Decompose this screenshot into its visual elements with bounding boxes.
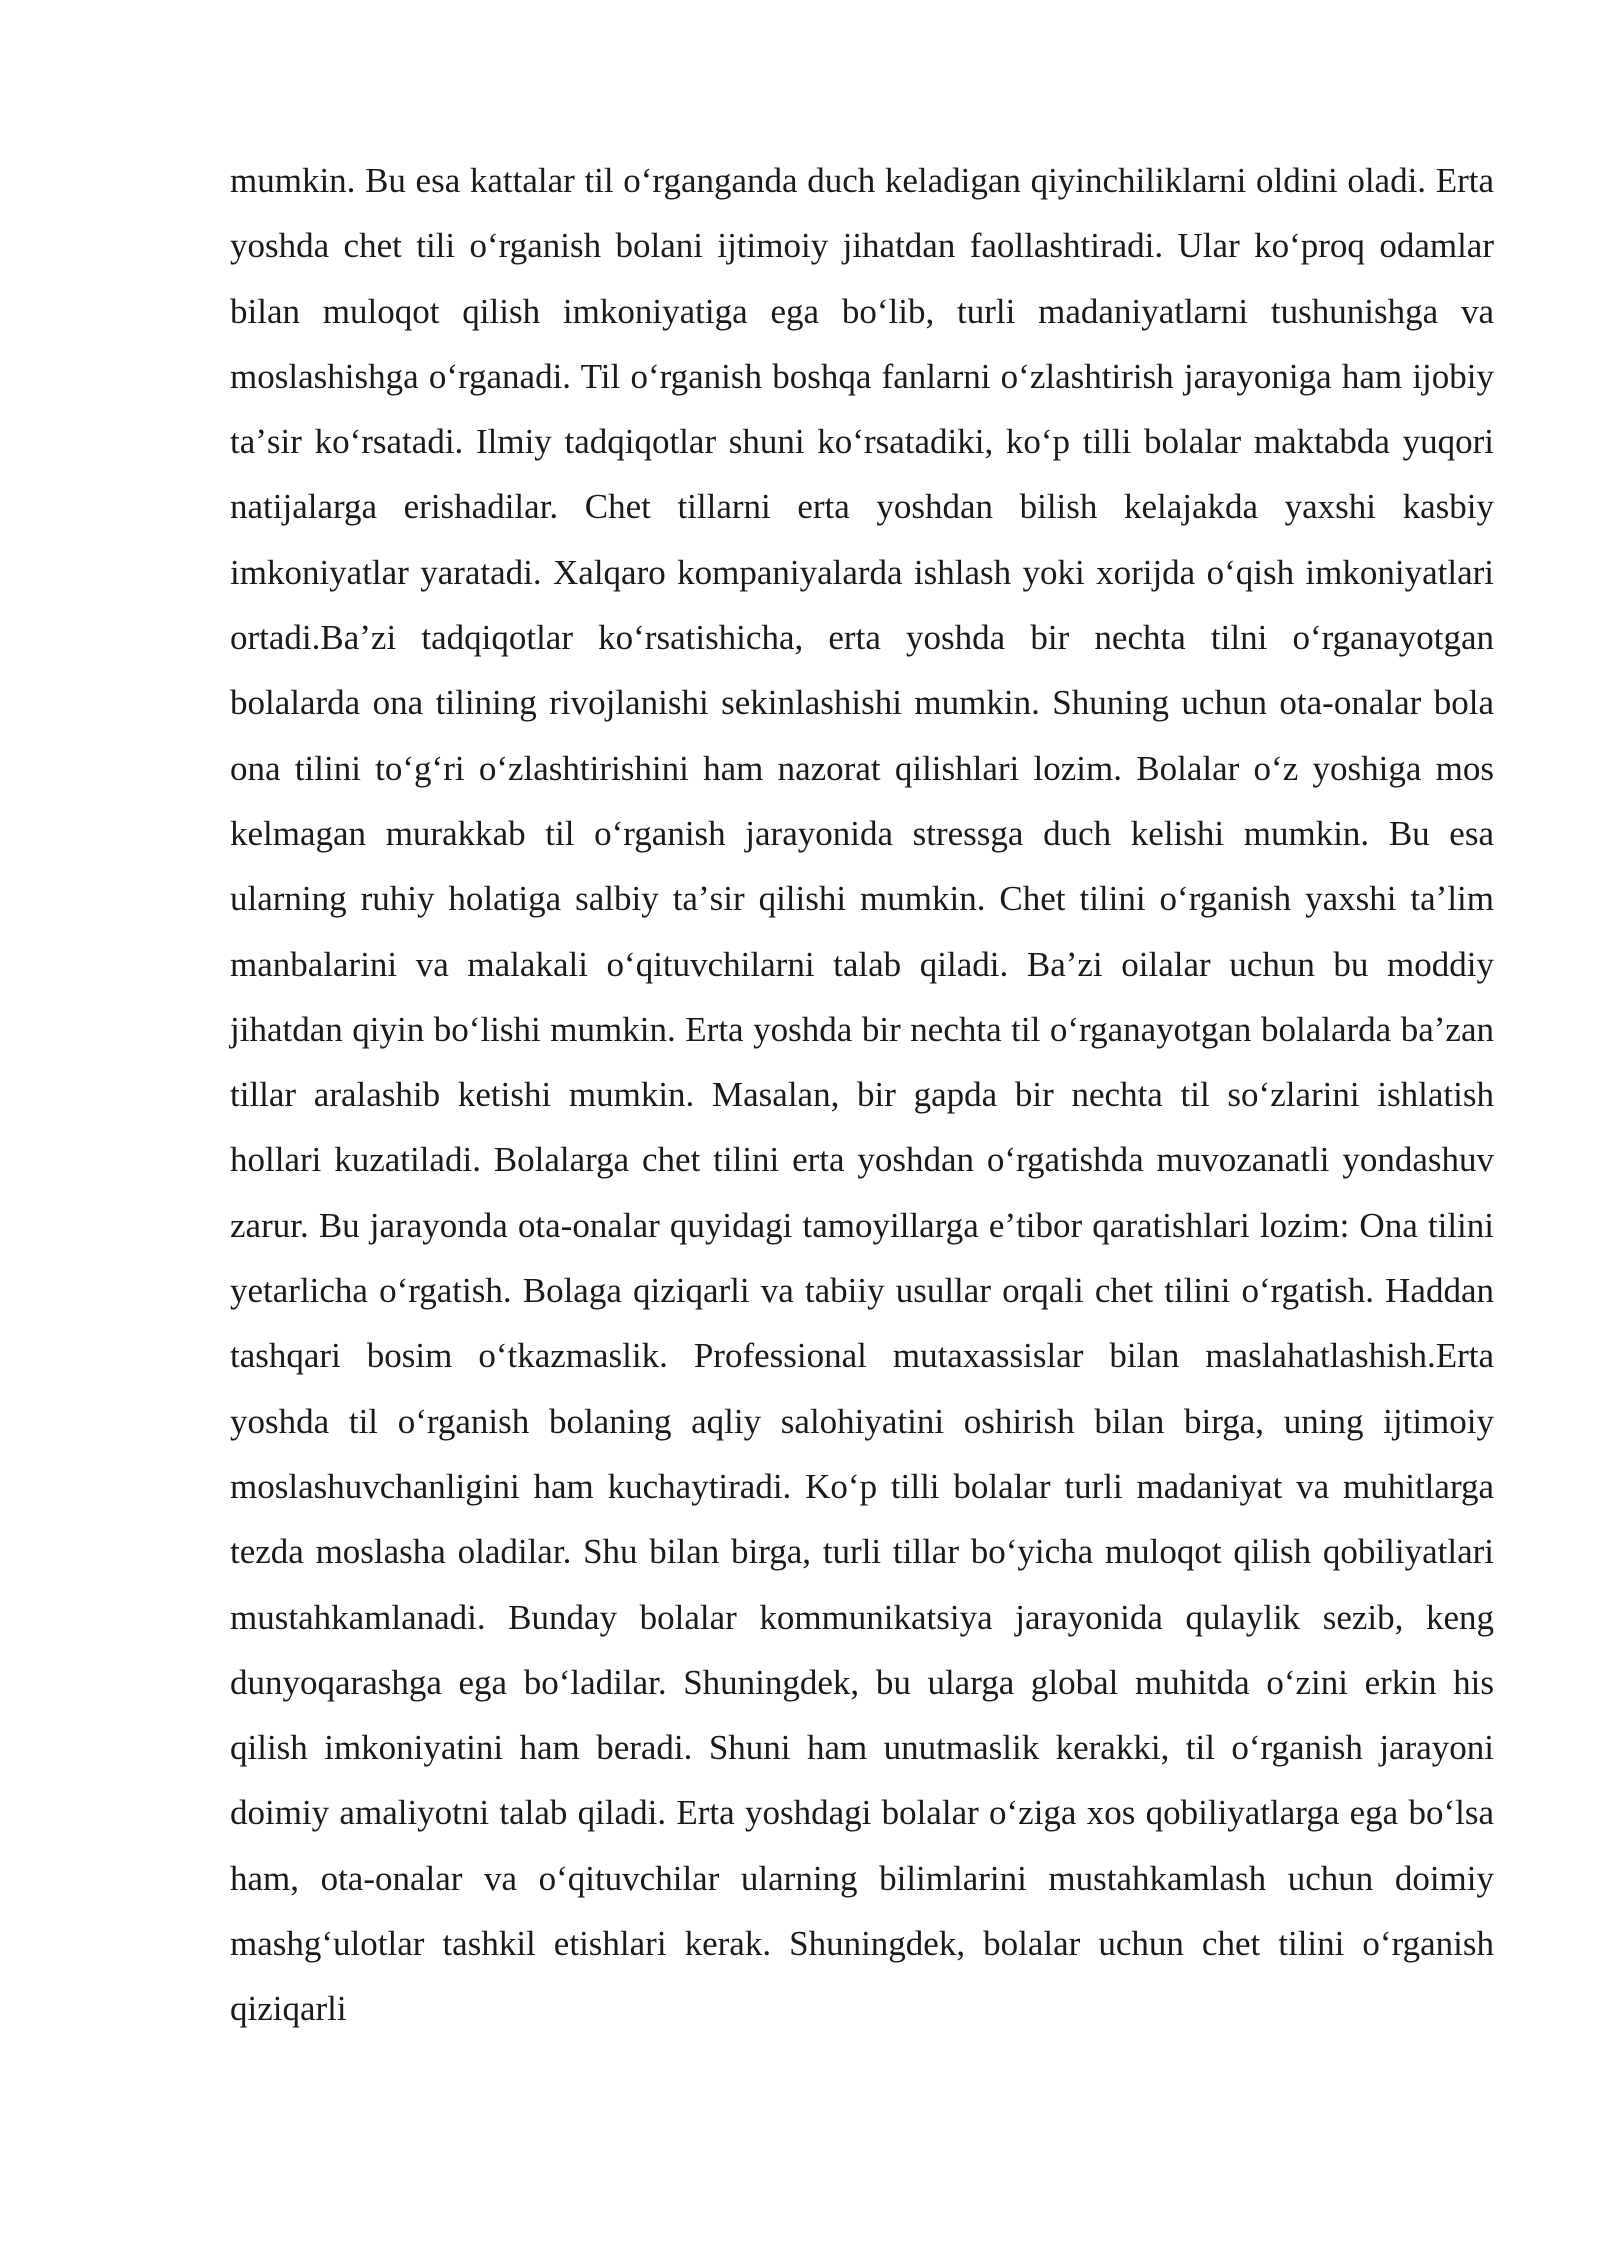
- body-paragraph: mumkin. Bu esa kattalar til oʻrganganda duch keladigan qiyinchiliklarni oldini oladi. Erta yoshda chet tili oʻrganish bolani ijtimoiy jihatdan faollashtiradi. Ular koʻproq odamlar bilan muloqot qilish imkoniyatiga ega boʻlib, turli madaniyatlarni tushunishga va moslashishga oʻrganadi. Til oʻrganish boshqa fanlarni oʻzlashtirish jarayoniga ham ijobiy taʼsir koʻrsatadi. Ilmiy tadqiqotlar shuni koʻrsatadiki, koʻp tilli bolalar maktabda yuqori natijalarga erishadilar. Chet tillarni erta yoshdan bilish kelajakda yaxshi kasbiy imkoniyatlar yaratadi. Xalqaro kompaniyalarda ishlash yoki xorijda oʻqish imkoniyatlari ortadi.Baʼzi tadqiqotlar koʻrsatishicha, erta yoshda bir nechta tilni oʻrganayotgan bolalarda ona tilining rivojlanishi sekinlashishi mumkin. Shuning uchun ota-onalar bola ona tilini toʻgʻri oʻzlashtirishini ham nazorat qilishlari lozim. Bolalar oʻz yoshiga mos kelmagan murakkab til oʻrganish jarayonida stressga duch kelishi mumkin. Bu esa ularning ruhiy holatiga salbiy taʼsir qilishi mumkin. Chet tilini oʻrganish yaxshi taʼlim manbalarini va malakali oʻqituvchilarni talab qiladi. Baʼzi oilalar uchun bu moddiy jihatdan qiyin boʻlishi mumkin. Erta yoshda bir nechta til oʻrganayotgan bolalarda baʼzan tillar aralashib ketishi mumkin. Masalan, bir gapda bir nechta til soʻzlarini ishlatish hollari kuzatiladi. Bolalarga chet tilini erta yoshdan oʻrgatishda muvozanatli yondashuv zarur. Bu jarayonda ota-onalar quyidagi tamoyillarga eʼtibor qaratishlari lozim: Ona tilini yetarlicha oʻrgatish. Bolaga qiziqarli va tabiiy usullar orqali chet tilini oʻrgatish. Haddan tashqari bosim oʻtkazmaslik. Professional mutaxassislar bilan maslahatlashish.Erta yoshda til oʻrganish bolaning aqliy salohiyatini oshirish bilan birga, uning ijtimoiy moslashuvchanligini ham kuchaytiradi. Koʻp tilli bolalar turli madaniyat va muhitlarga tezda moslasha oladilar. Shu bilan birga, turli tillar boʻyicha muloqot qilish qobiliyatlari mustahkamlanadi. Bunday bolalar kommunikatsiya jarayonida qulaylik sezib, keng dunyoqarashga ega boʻladilar. Shuningdek, bu ularga global muhitda oʻzini erkin his qilish imkoniyatini ham beradi. Shuni ham unutmaslik kerakki, til oʻrganish jarayoni doimiy amaliyotni talab qiladi. Erta yoshdagi bolalar oʻziga xos qobiliyatlarga ega boʻlsa ham, ota-onalar va oʻqituvchilar ularning bilimlarini mustahkamlash uchun doimiy mashgʻulotlar tashkil etishlari kerak. Shuningdek, bolalar uchun chet tilini oʻrganish qiziqarli: [230, 161, 1494, 2029]
